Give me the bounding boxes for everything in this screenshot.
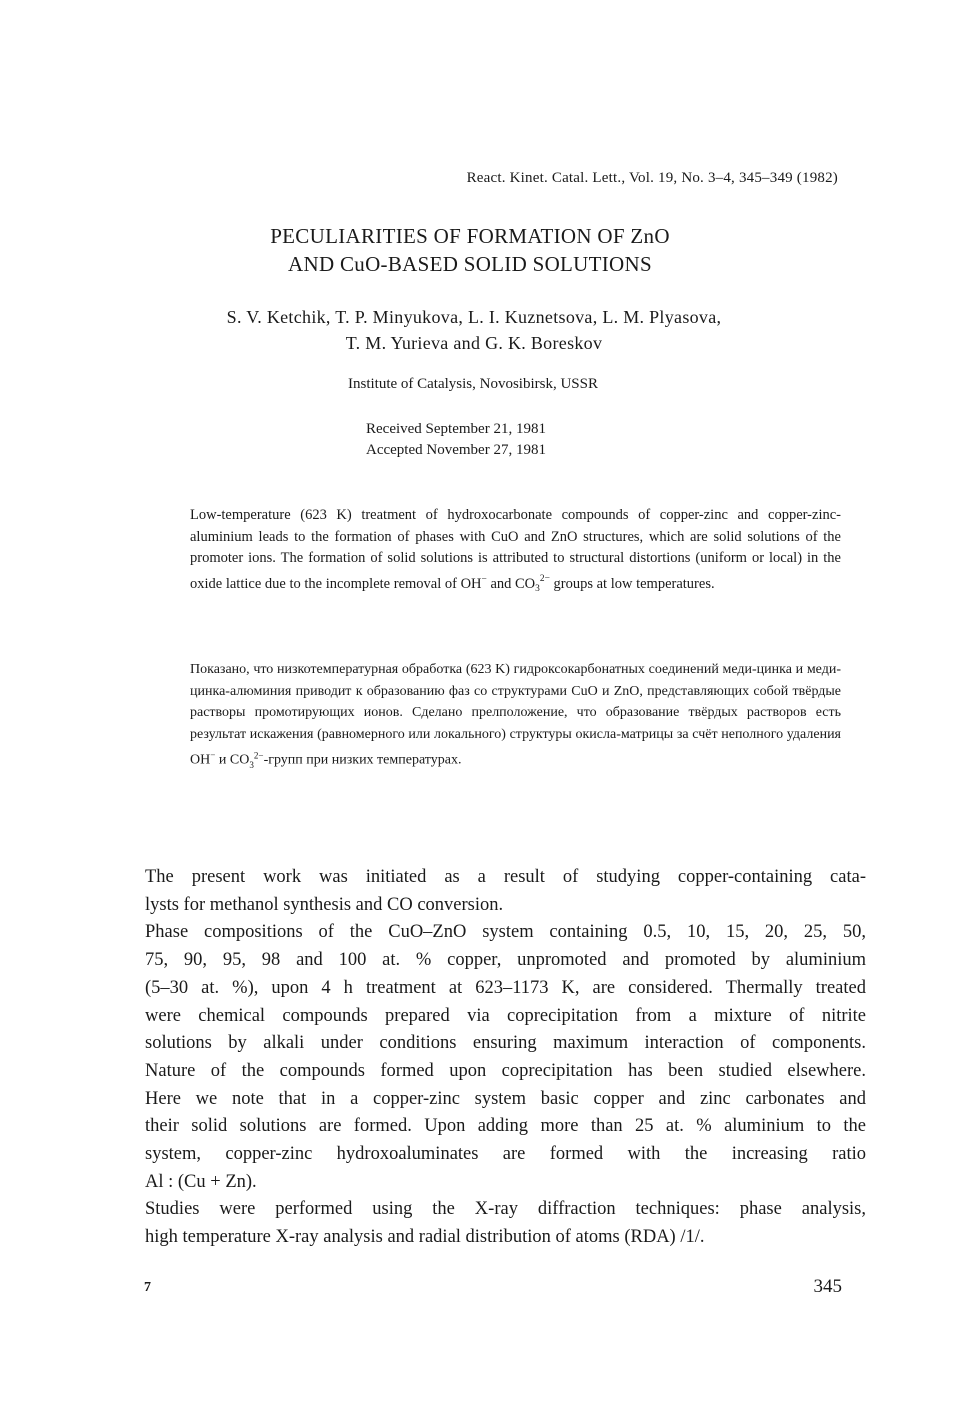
title-line-1: PECULIARITIES OF FORMATION OF ZnO bbox=[270, 224, 670, 248]
affiliation: Institute of Catalysis, Novosibirsk, USSR bbox=[347, 376, 598, 392]
received-date: Received September 21, 1981 bbox=[366, 421, 546, 437]
co3-charge: 2− bbox=[539, 574, 550, 585]
body-line: Al : (Cu + Zn). bbox=[145, 1171, 257, 1192]
abstract-ru-text-2: и CO bbox=[215, 752, 250, 768]
paragraph-2 bbox=[145, 919, 866, 1196]
body-line: Nature of the compounds formed upon coprecipitation has been studied elsewhere. bbox=[145, 1060, 866, 1081]
body-line: system, copper-zinc hydroxoaluminates are formed with the increasing ratio bbox=[145, 1144, 866, 1165]
body-line: solutions by alkali under conditions ensuring maximum interaction of components. bbox=[145, 1033, 866, 1054]
journal-citation: React. Kinet. Catal. Lett., Vol. 19, No. 3–4, 345–349 (1982) bbox=[466, 170, 838, 186]
co3-charge-ru: 2− bbox=[253, 750, 264, 760]
oh-charge: − bbox=[481, 574, 487, 585]
body-line: lysts for methanol synthesis and CO conversion. bbox=[145, 894, 504, 915]
abstract-ru-text-1: Показано, что низкотемпературная обработка (623 K) гидроксокарбонатных соединений меди-цинка и меди-цинка-алюминия приводит к образованию фаз со структурами CuO и ZnO, представляющих собой твёрдые растворы промотирующих ионов. Сделано прелположение, что образование твёрдых растворов есть результат искажения (равномерного или локального) структуры окисла-матрицы за счёт неполного удаления OH bbox=[190, 662, 841, 768]
abstract-english bbox=[190, 505, 841, 601]
body-line: high temperature X-ray analysis and radial distribution of atoms (RDA) /1/. bbox=[145, 1227, 705, 1248]
paragraph-1 bbox=[145, 864, 866, 919]
abstract-ru-text-3: -групп при низких температурах. bbox=[263, 752, 462, 768]
body-line: were chemical compounds prepared via coprecipitation from a mixture of nitrite bbox=[145, 1005, 866, 1026]
abstract-russian bbox=[190, 659, 841, 776]
oh-charge-ru: − bbox=[210, 750, 216, 760]
body-line: Here we note that in a copper-zinc system basic copper and zinc carbonates and bbox=[145, 1088, 866, 1109]
received-accepted-dates bbox=[366, 419, 546, 461]
co3-subscript: 3 bbox=[535, 584, 540, 595]
abstract-en-text-2: and CO bbox=[486, 575, 536, 592]
body-line: The present work was initiated as a result of studying copper-containing cata- bbox=[145, 867, 866, 887]
abstract-en-text-1: Low-temperature (623 K) treatment of hydroxocarbonate compounds of copper-zinc and copper-zinc-aluminium leads to the formation of phases with CuO and ZnO structures, which are solid solutions of the promoter ions. The formation of solid solutions is attributed to structural distortions (uniform or local) in the oxide lattice due to the incomplete removal of OH bbox=[190, 507, 841, 592]
body-line: (5–30 at. %), upon 4 h treatment at 623–1173 K, are considered. Thermally treated bbox=[145, 977, 866, 998]
title-line-2: AND CuO-BASED SOLID SOLUTIONS bbox=[288, 252, 652, 276]
authors-line-2: T. M. Yurieva and G. K. Boreskov bbox=[345, 333, 603, 353]
page-number: 345 bbox=[813, 1276, 842, 1297]
signature-mark: 7 bbox=[144, 1280, 151, 1295]
paragraph-3 bbox=[145, 1196, 866, 1251]
accepted-date: Accepted November 27, 1981 bbox=[366, 442, 546, 458]
body-line: their solid solutions are formed. Upon adding more than 25 at. % aluminium to the bbox=[145, 1116, 866, 1137]
authors-line-1: S. V. Ketchik, T. P. Minyukova, L. I. Kuznetsova, L. M. Plyasova, bbox=[226, 307, 722, 327]
author-list bbox=[120, 304, 828, 356]
body-line: Phase compositions of the CuO–ZnO system containing 0.5, 10, 15, 20, 25, 50, bbox=[145, 922, 866, 943]
body-line: Studies were performed using the X-ray diffraction techniques: phase analysis, bbox=[145, 1199, 866, 1220]
abstract-en-text-3: groups at low temperatures. bbox=[549, 575, 715, 592]
article-title bbox=[140, 222, 800, 278]
body-text bbox=[145, 864, 866, 1252]
body-line: 75, 90, 95, 98 and 100 at. % copper, unpromoted and promoted by aluminium bbox=[145, 950, 866, 971]
co3-subscript-ru: 3 bbox=[249, 759, 254, 770]
